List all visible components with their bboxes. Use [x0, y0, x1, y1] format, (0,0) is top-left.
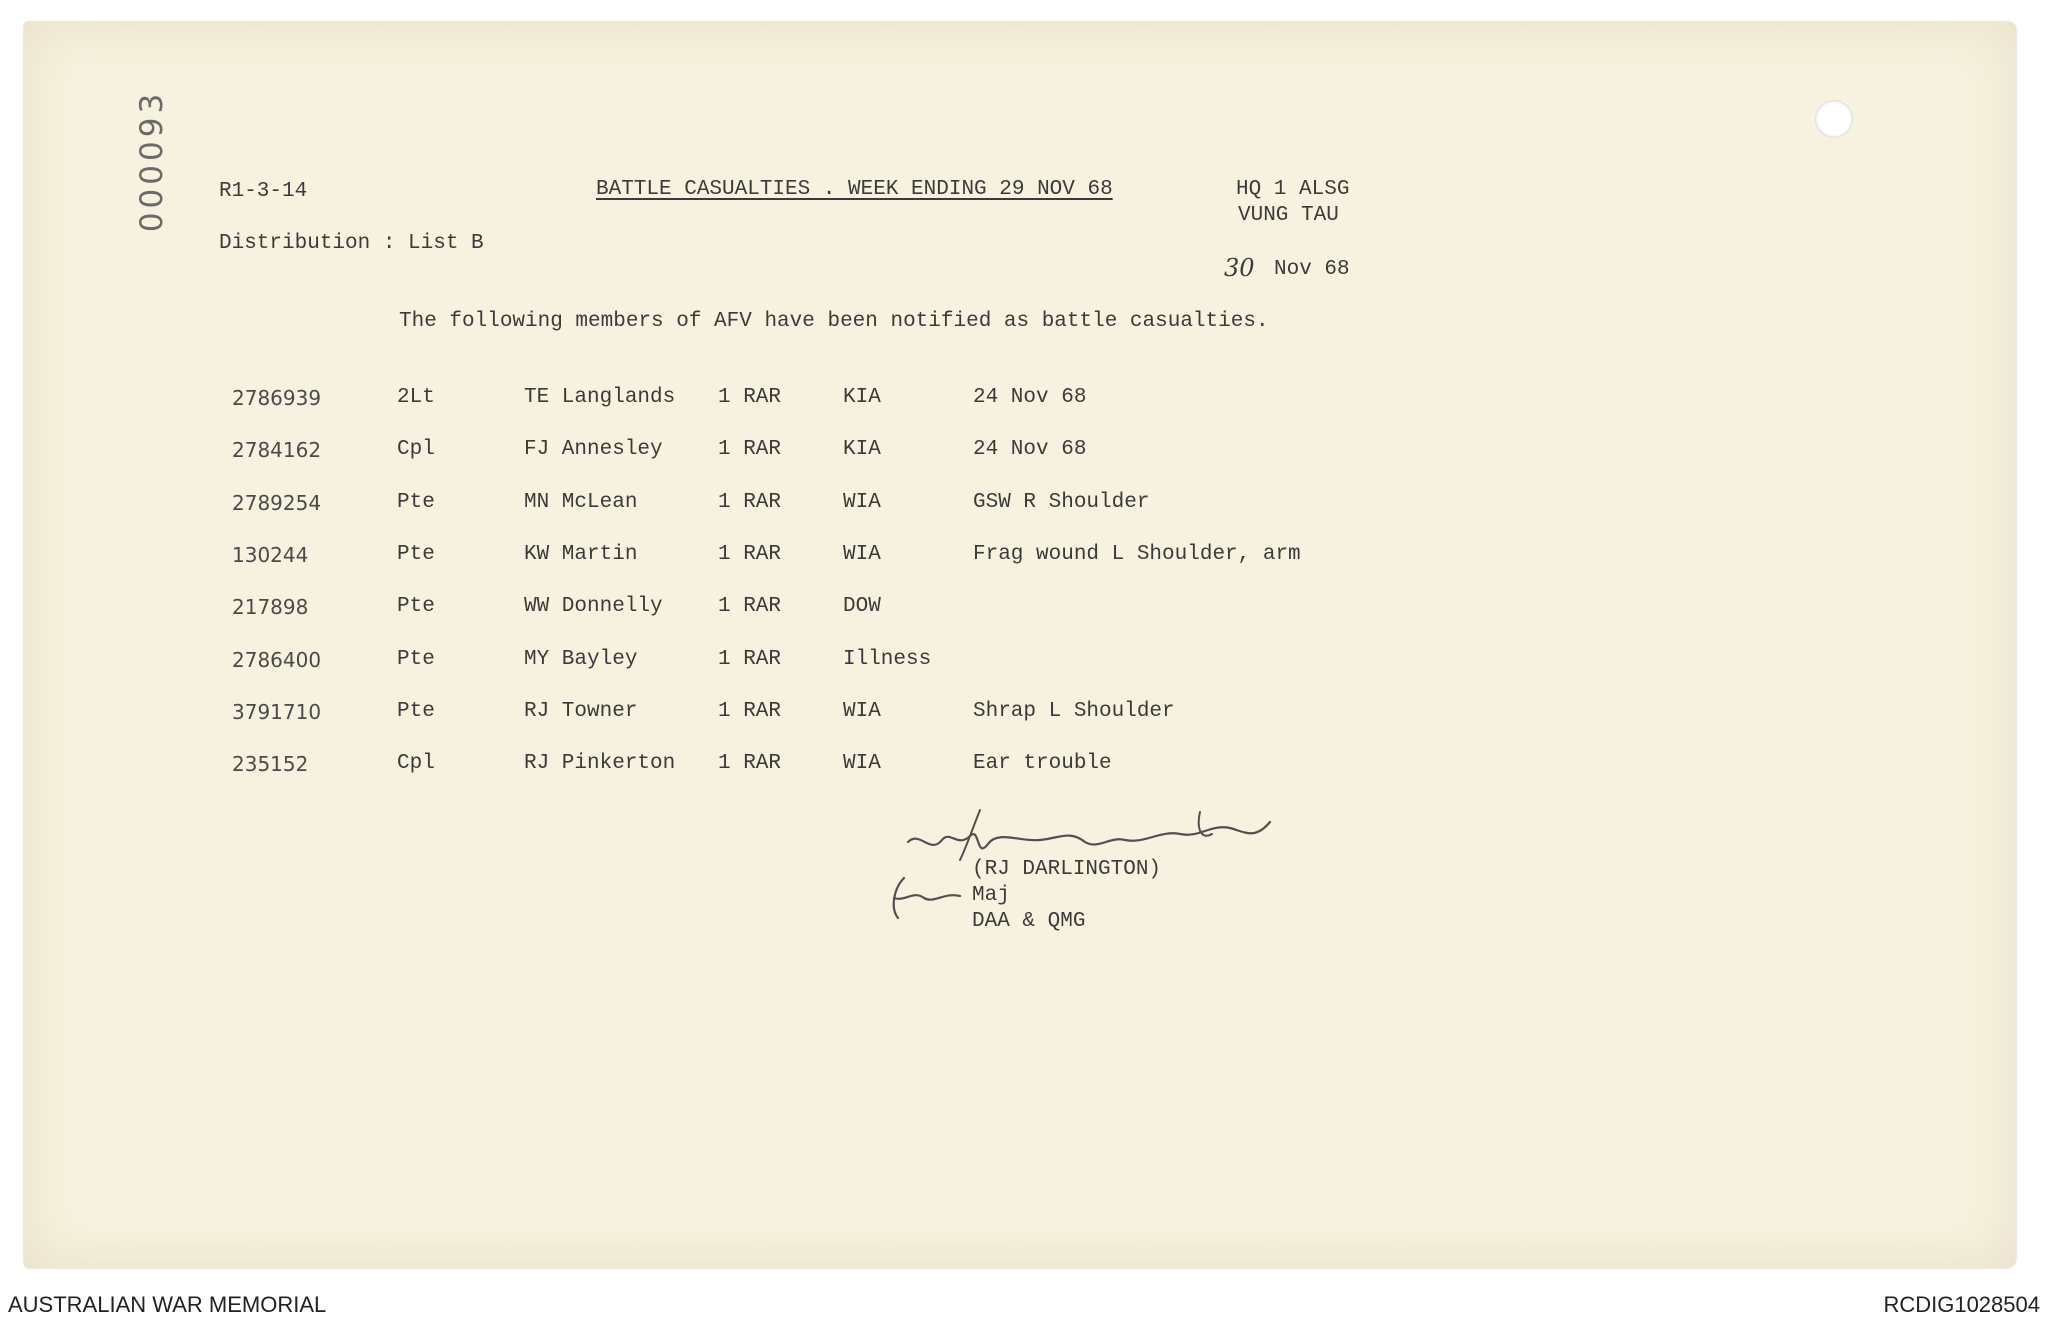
casualty-detail: GSW R Shoulder: [973, 491, 1150, 514]
casualty-type: WIA: [843, 752, 881, 775]
casualty-name: FJ Annesley: [524, 438, 663, 461]
hq-line-2: VUNG TAU: [1238, 204, 1339, 227]
casualty-type: DOW: [843, 595, 881, 618]
casualty-type: KIA: [843, 438, 881, 461]
casualty-rank: 2Lt: [397, 386, 435, 409]
casualty-name: KW Martin: [524, 543, 638, 566]
hq-line-1: HQ 1 ALSG: [1236, 178, 1350, 201]
reference-number: R1-3-14: [219, 180, 308, 203]
casualty-name: MY Bayley: [524, 648, 638, 671]
date-day-handwritten: 30: [1224, 254, 1255, 282]
casualty-row: [0, 491, 1500, 521]
casualty-rank: Pte: [397, 700, 435, 723]
intro-text: The following members of AFV have been notified as battle casualties.: [399, 310, 1269, 333]
casualty-row: [0, 386, 1500, 416]
casualty-detail: Shrap L Shoulder: [973, 700, 1175, 723]
casualty-detail: Frag wound L Shoulder, arm: [973, 543, 1301, 566]
casualty-service-number: 2789254: [232, 491, 322, 515]
casualty-row: [0, 543, 1500, 573]
casualty-rank: Pte: [397, 491, 435, 514]
footer-reference: RCDIG1028504: [1883, 1292, 2040, 1317]
casualty-type: KIA: [843, 386, 881, 409]
casualty-service-number: 2786400: [232, 648, 322, 672]
casualty-rank: Cpl: [397, 438, 435, 461]
casualty-service-number: 3791710: [232, 700, 322, 724]
footer-source: AUSTRALIAN WAR MEMORIAL: [8, 1292, 327, 1317]
signatory-name: (RJ DARLINGTON): [972, 858, 1162, 881]
casualty-row: [0, 438, 1500, 468]
casualty-unit: 1 RAR: [718, 595, 782, 618]
signatory-role: DAA & QMG: [972, 910, 1086, 933]
casualty-name: MN McLean: [524, 491, 638, 514]
casualty-service-number: 217898: [232, 595, 309, 619]
casualty-unit: 1 RAR: [718, 648, 782, 671]
initials-graphic: [880, 868, 970, 928]
casualty-name: TE Langlands: [524, 386, 676, 409]
casualty-type: Illness: [843, 648, 932, 671]
casualty-name: WW Donnelly: [524, 595, 663, 618]
distribution-line: Distribution : List B: [219, 232, 484, 255]
casualty-name: RJ Pinkerton: [524, 752, 676, 775]
casualty-detail: 24 Nov 68: [973, 438, 1087, 461]
casualty-row: [0, 648, 1500, 678]
casualty-row: [0, 595, 1500, 625]
casualty-service-number: 2784162: [232, 438, 322, 462]
document-title: BATTLE CASUALTIES . WEEK ENDING 29 NOV 68: [596, 178, 1113, 201]
casualty-rank: Pte: [397, 648, 435, 671]
casualty-rank: Pte: [397, 543, 435, 566]
casualty-type: WIA: [843, 543, 881, 566]
casualty-name: RJ Towner: [524, 700, 638, 723]
punch-hole: [1815, 100, 1853, 138]
casualty-unit: 1 RAR: [718, 386, 782, 409]
archive-stamp-number: 000093: [134, 89, 170, 233]
document-page: [24, 22, 2016, 1268]
signatory-rank: Maj: [972, 884, 1010, 907]
casualty-unit: 1 RAR: [718, 752, 782, 775]
casualty-rank: Pte: [397, 595, 435, 618]
casualty-detail: Ear trouble: [973, 752, 1112, 775]
casualty-unit: 1 RAR: [718, 543, 782, 566]
casualty-service-number: 2786939: [232, 386, 322, 410]
casualty-unit: 1 RAR: [718, 491, 782, 514]
casualty-detail: 24 Nov 68: [973, 386, 1087, 409]
casualty-rank: Cpl: [397, 752, 435, 775]
casualty-unit: 1 RAR: [718, 700, 782, 723]
casualty-row: [0, 700, 1500, 730]
casualty-row: [0, 752, 1500, 782]
casualty-service-number: 130244: [232, 543, 309, 567]
date-month-year: Nov 68: [1274, 258, 1350, 281]
casualty-unit: 1 RAR: [718, 438, 782, 461]
casualty-service-number: 235152: [232, 752, 309, 776]
casualty-type: WIA: [843, 700, 881, 723]
casualty-type: WIA: [843, 491, 881, 514]
